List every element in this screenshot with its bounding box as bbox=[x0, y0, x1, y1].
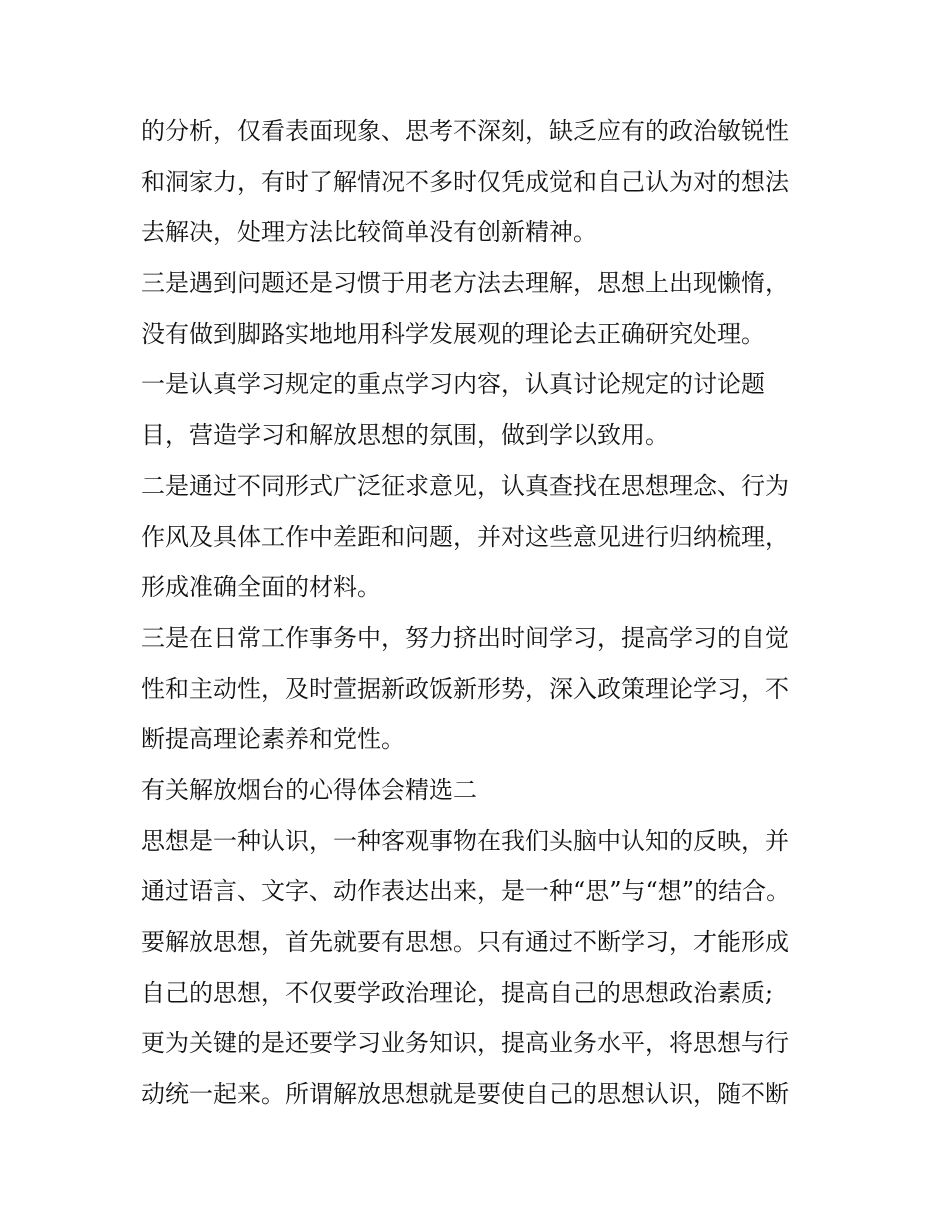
section-heading: 有关解放烟台的心得体会精选二 bbox=[141, 775, 477, 804]
text-line: 通过语言、文字、动作表达出来，是一种“思”与“想”的结合。 bbox=[141, 877, 791, 906]
text-line: 断提高理论素养和党性。 bbox=[141, 725, 405, 754]
text-line: 没有做到脚路实地地用科学发展观的理论去正确研究处理。 bbox=[141, 319, 765, 348]
text-line: 三是在日常工作事务中，努力挤出时间学习，提高学习的自觉 bbox=[141, 623, 789, 652]
text-line: 二是通过不同形式广泛征求意见，认真查找在思想理念、行为 bbox=[141, 471, 789, 500]
document-body bbox=[141, 106, 821, 1120]
text-line: 作风及具体工作中差距和问题，并对这些意见进行归纳梳理， bbox=[141, 522, 789, 551]
text-line: 思想是一种认识，一种客观事物在我们头脑中认知的反映，并 bbox=[141, 826, 789, 855]
text-line: 动统一起来。所谓解放思想就是要使自己的思想认识，随不断 bbox=[141, 1080, 789, 1109]
text-line: 自己的思想，不仅要学政治理论，提高自己的思想政治素质; bbox=[141, 978, 774, 1007]
text-line: 一是认真学习规定的重点学习内容，认真讨论规定的讨论题 bbox=[141, 370, 765, 399]
text-line: 性和主动性，及时萱据新政饭新形势，深入政策理论学习，不 bbox=[141, 674, 789, 703]
text-line: 形成准确全面的材料。 bbox=[141, 573, 381, 602]
text-line: 去解决，处理方法比较简单没有创新精神。 bbox=[141, 218, 597, 247]
text-line: 目，营造学习和解放思想的氛围，做到学以致用。 bbox=[141, 421, 669, 450]
text-line: 三是遇到问题还是习惯于用老方法去理解，思想上出现懒惰， bbox=[141, 269, 789, 298]
text-line: 要解放思想，首先就要有思想。只有通过不断学习，才能形成 bbox=[141, 928, 789, 956]
text-line: 和洞家力，有时了解情况不多时仅凭成觉和自己认为对的想法 bbox=[141, 167, 789, 196]
text-line: 更为关键的是还要学习业务知识，提高业务水平，将思想与行 bbox=[141, 1029, 789, 1058]
text-line: 的分析，仅看表面现象、思考不深刻，缺乏应有的政治敏锐性 bbox=[141, 117, 789, 145]
